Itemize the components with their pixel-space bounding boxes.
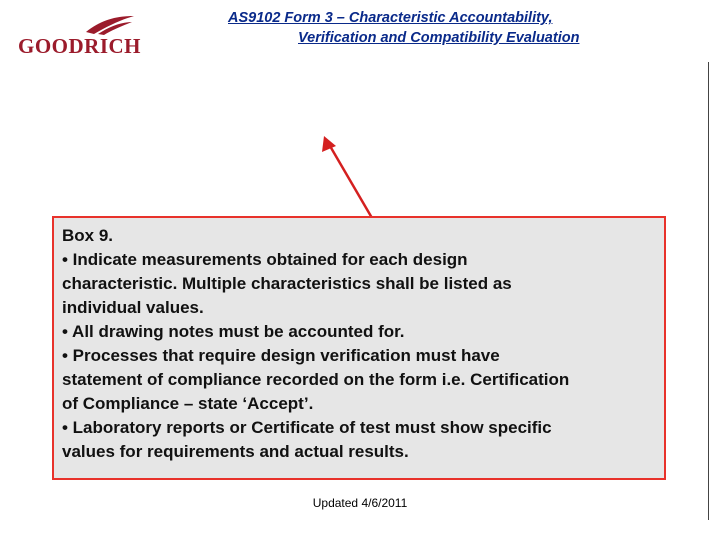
box9-line: • Indicate measurements obtained for each design (62, 250, 468, 269)
box9-callout (52, 216, 666, 480)
box9-line: Box 9. (62, 226, 114, 245)
box9-line: • All drawing notes must be accounted for. (62, 322, 405, 341)
updated-date: Updated 4/6/2011 (312, 496, 408, 510)
box9-line: of Compliance – state ‘Accept’. (62, 394, 314, 413)
box9-line: individual values. (62, 298, 204, 317)
box9-line: characteristic. Multiple characteristics shall be listed as (62, 274, 512, 293)
title-line-1: AS9102 Form 3 – Characteristic Accountability, (228, 10, 553, 26)
box9-line: • Laboratory reports or Certificate of test must show specific (62, 418, 552, 437)
box9-line: • Processes that require design verification must have (62, 346, 500, 365)
box9-line: values for requirements and actual results. (62, 442, 409, 461)
box9-text (62, 224, 656, 464)
logo-wordmark: GOODRICH (18, 34, 142, 58)
title-line-2: Verification and Compatibility Evaluation (298, 30, 580, 46)
box9-line: statement of compliance recorded on the form i.e. Certification (62, 370, 570, 389)
